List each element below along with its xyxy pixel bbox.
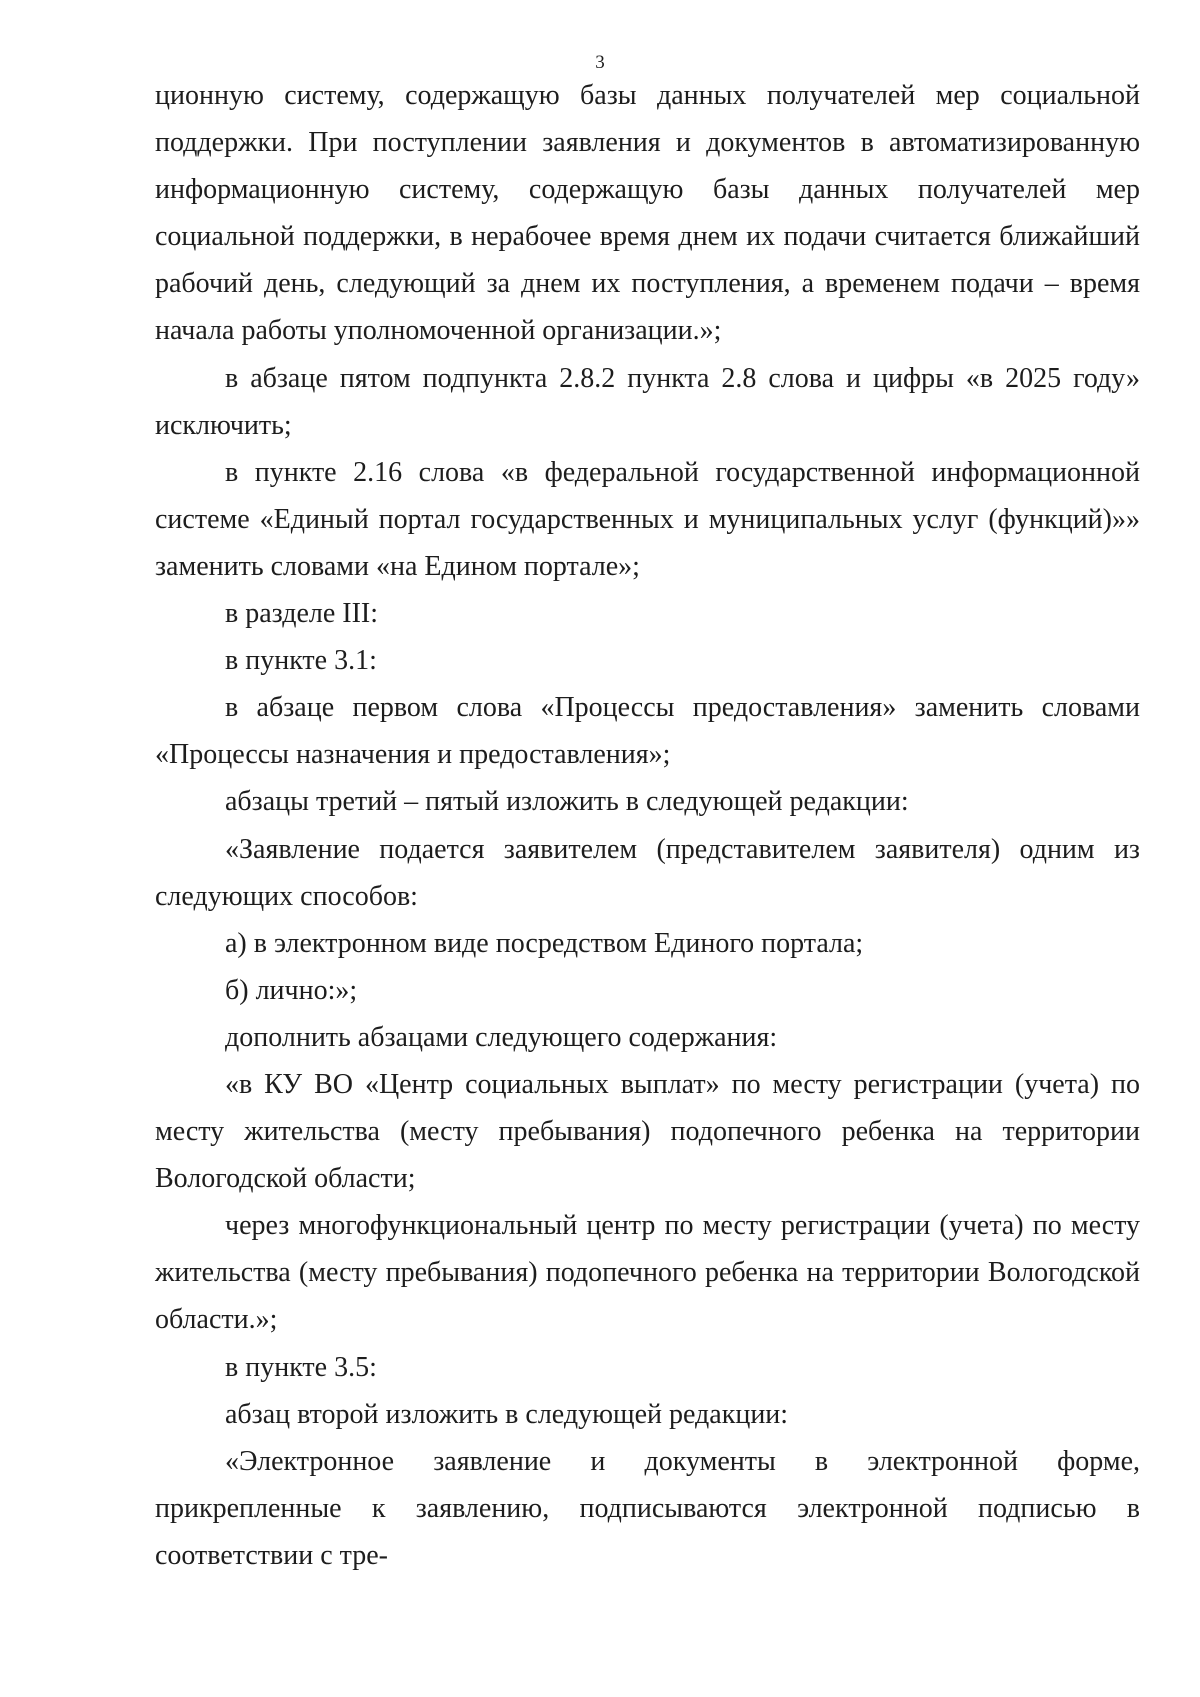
paragraph: в пункте 2.16 слова «в федеральной государственной информационной системе «Единый портал государственных и муниципальных услуг (функций)»» заменить словами «на Едином портале»; (155, 456, 1140, 582)
paragraph: «в КУ ВО «Центр социальных выплат» по месту регистрации (учета) по месту жительства (месту пребывания) подопечного ребенка на территории Вологодской области; (155, 1068, 1140, 1195)
paragraph: через многофункциональный центр по месту регистрации (учета) по месту жительства (месту пребывания) подопечного ребенка на территории Вологодской области.»; (155, 1210, 1140, 1336)
paragraph: а) в электронном виде посредством Единого портала; (225, 927, 864, 959)
paragraph: дополнить абзацами следующего содержания: (225, 1021, 778, 1053)
page-number: 3 (595, 52, 605, 73)
paragraph: б) лично:»; (225, 974, 358, 1006)
paragraph: в разделе III: (225, 598, 379, 630)
paragraph: абзац второй изложить в следующей редакции: (225, 1398, 789, 1430)
paragraph: в пункте 3.5: (225, 1351, 377, 1383)
document-body (155, 72, 1140, 1579)
paragraph: в абзаце пятом подпункта 2.8.2 пункта 2.8 слова и цифры «в 2025 году» исключить; (155, 362, 1140, 441)
paragraph: в абзаце первом слова «Процессы предоставления» заменить словами «Процессы назначения и предоставления»; (155, 692, 1140, 771)
paragraph: абзацы третий – пятый изложить в следующей редакции: (225, 786, 909, 818)
paragraph: «Заявление подается заявителем (представителем заявителя) одним из следующих способов: (155, 833, 1140, 912)
paragraph-continuation: ционную систему, содержащую базы данных получателей мер социальной поддержки. При поступлении заявления и документов в автоматизированную информационную систему, содержащую базы данных получателей мер социальной поддержки, в нерабочее время днем их подачи считается ближайший рабочий день, следующий за днем их поступления, а временем подачи – время начала работы уполномоченной организации.»; (155, 80, 1140, 347)
paragraph-last: «Электронное заявление и документы в электронной форме, прикрепленные к заявлению, подписываются электронной подписью в соответствии с тре- (155, 1445, 1140, 1571)
paragraph: в пункте 3.1: (225, 645, 377, 677)
